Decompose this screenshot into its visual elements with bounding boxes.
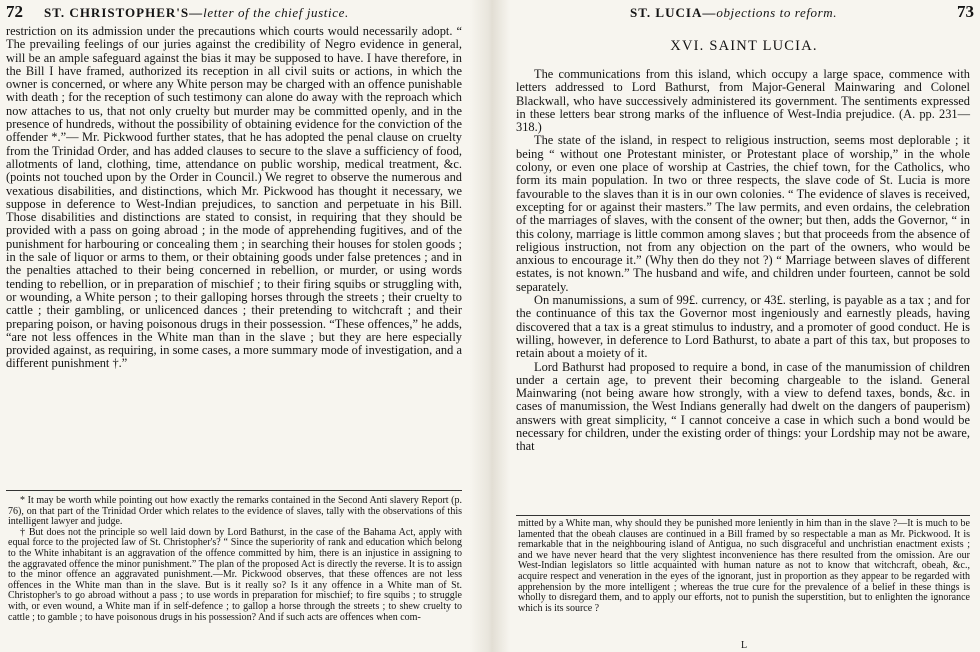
footnotes	[8, 496, 462, 623]
book-gutter	[470, 0, 510, 652]
paragraph: On manumissions, a sum of 99£. currency, or 43£. sterling, is payable as a tax ; and for the continuance of this tax the Governor most ingeniously and earnestly pleads, having discovered that a tax is a great stimulus to industry, and a promoter of good conduct. He is willing, however, in deference to Lord Bathurst, to abate a part of this tax, but proposes to retain about a moiety of it.	[516, 293, 970, 361]
main-text	[516, 68, 970, 454]
main-text	[6, 25, 462, 371]
left-page	[0, 0, 470, 652]
paragraph: The communications from this island, which occupy a large space, commence with letters addressed to Lord Bathurst, from Major-General Mainwaring and Colonel Blackwall, who have successively administered its government. The sentiments expressed in these letters bear strong marks of the influence of West-India prejudice. (A. pp. 231—318.)	[516, 67, 970, 135]
footnotes	[518, 519, 970, 614]
footnote-rule	[6, 490, 462, 491]
page-number: 72	[6, 2, 23, 21]
footnote: † But does not the principle so well laid down by Lord Bathurst, in the case of the Bahama Act, apply with equal force to the projected law of St. Christopher's? “ Since the superiority of rank and education which belong to the White inhabitant is an aggravation of the offence committed by him, there is an injustice in assigning to the aggravated offence the minor punishment.” The plan of the proposed Act is directly the reverse. It is to assign to the minor offence an aggravated punishment.—Mr. Pickwood observes, that these offences are not less offences in the White man than in the slave. But is it really so? Is it any offence in a White man of St. Christopher's to go abroad without a pass ; to use words in preparation for mischief; to fire squibs ; to struggle with, or even wound, a White man if in self-defence ; to gallop a horse through the streets ; to shew cruelty to cattle ; to gamble ; to have poisonous drugs in his possession? And if such acts are offences when com-	[8, 526, 462, 623]
paragraph: Lord Bathurst had proposed to require a bond, in case of the manumission of children under a certain age, to prevent their becoming chargeable to the island. General Mainwaring (not being aware how strongly, with a view to defend taxes, bonds, &c. in cases of manumission, the West Indians generally had dwelt on the dangers of pauperism) answers with great simplicity, “ I cannot conceive a case in which such a bond would be necessary for children, under the existing order of things: your Lordship may not be aware, that	[516, 359, 970, 454]
running-head-title: ST. LUCIA—objections to reform.	[630, 5, 838, 20]
section-title: XVI. SAINT LUCIA.	[670, 38, 818, 54]
paragraph: restriction on its admission under the precautions which courts would necessarily adopt. “ The prevailing feelings of our juries against the credibility of Negro evidence in general, will be an ample safeguard against the bias it may be supposed to have. I have therefore, in the Bill I have framed, authorized its reception in all civil suits or actions, in which the owner is concerned, or where any White person may be charged with an offence punishable with death ; for the reception of such testimony can alone do away with the reproach which now attaches to us, that not only cruelty but murder may be committed openly, and in the presence of hundreds, without the possibility of obtaining evidence for the conviction of the offender *.”— Mr. Pickwood further states, that he has adopted the penal clause on cruelty from the Trinidad Order, and has added clauses to secure to the slave a sufficiency of food, allotments of land, clothing, time, attendance on public worship, medical treatment, &c. (points not touched upon by the Order in Council.) We regret to observe the numerous and vexatious disabilities, and distinctions, which Mr. Pickwood has thought it necessary, we suppose in deference to West-Indian prejudices, to sanction and perpetuate in his Bill. Those disabilities and distinctions are stated to consist, in requiring that they should be provided with a pass on going abroad ; in the mode of apprehending fugitives, and of the punishment for harbouring or concealing them ; in searching their houses for stolen goods ; in the sale of liquor or arms to them, or their obtaining goods under false pretences ; and in the penalties attached to their being concerned in rebellion, or murder, or using words tending to rebellion, or in preparation of mischief ; to their firing squibs or struggling with, or wounding, a White person ; to their galloping horses through the streets ; their cruelty to cattle ; their gambling, or unlicenced dances ; their pretending to witchcraft ; and their preparing poison, or having poisonous drugs in their possession. “These offences,” he adds, “are not less offences in the White man than in the slave ; but they are here especially provided against, as requiring, in some cases, a more summary mode of investigation, and a different punishment †.”	[6, 24, 462, 371]
footnote: mitted by a White man, why should they be punished more leniently in him than in the slave ?—It is much to be lamented that the obeah clauses are continued in a Bill framed by so respectable a man as Mr. Pickwood. It is remarkable that in the neighbouring island of Antigua, no such disgraceful and unchristian enactment exists ; and we have never heard that the very slightest inconvenience has there resulted from the omission. Are our West-Indian legislators so little acquainted with human nature as not to know that witchcraft, obeah, &c., acquire respect and veneration in the eyes of the ignorant, just in proportion as they appear to be regarded with apprehension by the more intelligent ; whereas the true cure for the prevalence of a belief in these things is wholly to disregard them, and to apply our efforts, not to punish the superstition, but to enlighten the ignorance which is its source ?	[518, 518, 970, 614]
running-head-title: ST. CHRISTOPHER'S—letter of the chief justice.	[44, 5, 349, 20]
signature-mark: L	[740, 640, 748, 651]
page-number: 73	[957, 2, 974, 21]
running-head	[0, 2, 470, 24]
paragraph: The state of the island, in respect to religious instruction, seems most deplorable ; it being “ without one Protestant minister, or Protestant place of worship,” in the whole colony, or even one place of worship at Castries, the chief town, for the Catholics, who form its main population. In two or three respects, the slave code of St. Lucia is more favourable to the slaves than it is in our own colonies. “ The evidence of slaves is received, excepting for or against their masters.” The law permits, and even ordains, the celebration of the marriages of slaves, with the consent of the owner; but then, adds the Governor, “ in this colony, marriage is little common among slaves ; but that proceeds from the absence of religious instruction, not from any objection on the part of the owners, who would be anxious to encourage it.” (Why then do they not ?) “ Marriage between slaves of different estates, is not known.” The husband and wife, and children under fourteen, cannot be sold separately.	[516, 133, 970, 294]
right-page	[510, 0, 978, 652]
running-head	[510, 2, 978, 24]
footnote-rule	[516, 515, 970, 516]
footnote: * It may be worth while pointing out how exactly the remarks contained in the Second Anti slavery Report (p. 76), on that part of the Trinidad Order which relates to the evidence of slaves, tally with the observations of this intelligent lawyer and judge.	[8, 495, 462, 528]
